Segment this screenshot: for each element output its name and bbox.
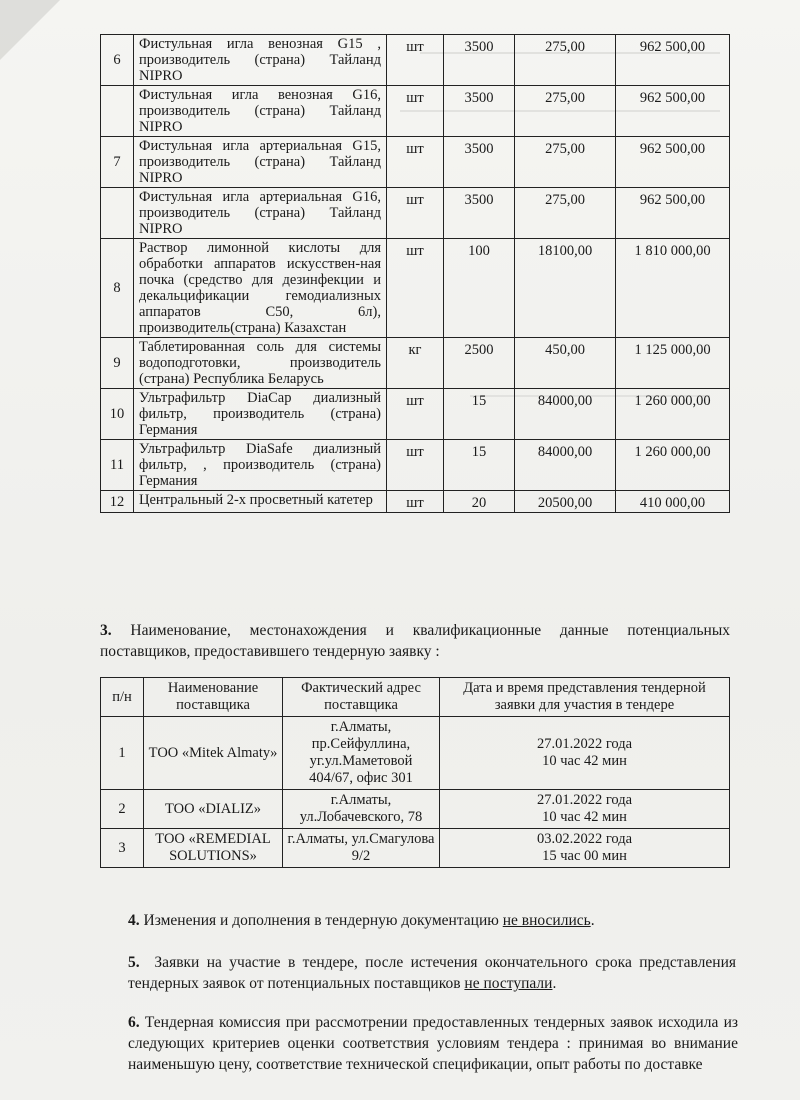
supplier-row [101,829,730,868]
item-name: Фистульная игла венозная G16, производитель (страна) Тайланд NIPRO [134,86,387,137]
supplier-number: 3 [101,829,144,868]
item-unit: кг [387,338,444,389]
supplier-name: ТОО «DIALIZ» [144,790,283,829]
section-4 [128,910,728,931]
item-unit: шт [387,440,444,491]
item-price: 450,00 [515,338,616,389]
supplier-row [101,717,730,790]
supplier-date: 27.01.2022 года [536,792,633,808]
supplier-name: ТОО «Mitek Almaty» [144,717,283,790]
item-number [101,86,134,137]
supplier-date-time [440,790,730,829]
section-6-text: Тендерная комиссия при рассмотрении предоставленных тендерных заявок исходила из следующих критериев оценки соответствия условиям тендера : принимая во внимание наименьшую цену, соответствие технической спецификации, опыт работы по доставке [128,1014,739,1073]
item-unit: шт [387,491,444,513]
item-number: 11 [101,440,134,491]
item-price: 84000,00 [515,440,616,491]
item-name: Раствор лимонной кислоты для обработки аппаратов искусствен-ная почка (средство для дезинфекции и декальцификации гемодиализных аппаратов С50, 6л), производитель(страна) Казахстан [134,239,387,338]
item-number: 10 [101,389,134,440]
section-5-number: 5. [128,954,140,971]
item-row [101,239,730,338]
supplier-number: 2 [101,790,144,829]
item-unit: шт [387,86,444,137]
item-row [101,86,730,137]
item-row [101,389,730,440]
section-4-number: 4. [128,912,140,929]
item-row [101,338,730,389]
supplier-date-time [440,829,730,868]
supplier-time: 10 час 42 мин [542,753,627,769]
suppliers-header-row [101,678,730,717]
item-name: Центральный 2-х просветный катетер [134,491,387,513]
item-price: 275,00 [515,137,616,188]
item-row [101,188,730,239]
item-sum: 1 260 000,00 [616,389,730,440]
item-sum: 1 125 000,00 [616,338,730,389]
item-quantity: 3500 [444,188,515,239]
item-quantity: 3500 [444,35,515,86]
supplier-address: г.Алматы, ул.Лобачевского, 78 [283,790,440,829]
item-unit: шт [387,239,444,338]
item-quantity: 15 [444,440,515,491]
item-quantity: 100 [444,239,515,338]
item-row [101,440,730,491]
section-5 [128,952,736,994]
item-quantity: 15 [444,389,515,440]
item-sum: 410 000,00 [616,491,730,513]
item-number: 9 [101,338,134,389]
section-4-end: . [590,912,595,929]
section-4-text: Изменения и дополнения в тендерную документацию [143,912,499,929]
supplier-time: 15 час 00 мин [542,848,627,864]
item-name: Ультрафильтр DiaSafe диализный фильтр, , производитель (страна) Германия [134,440,387,491]
item-unit: шт [387,137,444,188]
item-price: 84000,00 [515,389,616,440]
item-quantity: 3500 [444,86,515,137]
item-unit: шт [387,389,444,440]
supplier-date: 27.01.2022 года [536,736,633,752]
item-name: Ультрафильтр DiaCap диализный фильтр, производитель (страна) Германия [134,389,387,440]
page-fold-shadow [0,0,60,60]
item-sum: 962 500,00 [616,137,730,188]
item-name: Фистульная игла венозная G15 , производитель (страна) Тайланд NIPRO [134,35,387,86]
items-table [100,34,730,513]
item-name: Таблетированная соль для системы водоподготовки, производитель (страна) Республика Беларусь [134,338,387,389]
item-price: 275,00 [515,86,616,137]
item-price: 275,00 [515,188,616,239]
item-name: Фистульная игла артериальная G16, производитель (страна) Тайланд NIPRO [134,188,387,239]
item-number: 6 [101,35,134,86]
item-sum: 962 500,00 [616,35,730,86]
section-6 [128,1012,738,1075]
item-price: 275,00 [515,35,616,86]
item-sum: 962 500,00 [616,86,730,137]
item-sum: 1 810 000,00 [616,239,730,338]
section-4-underlined: не вносились [502,912,591,929]
item-name: Фистульная игла артериальная G15, производитель (страна) Тайланд NIPRO [134,137,387,188]
supplier-name: ТОО «REMEDIAL SOLUTIONS» [144,829,283,868]
section-5-end: . [552,975,557,992]
supplier-address: г.Алматы, пр.Сейфуллина, уг.ул.Маметовой 404/67, офис 301 [283,717,440,790]
item-quantity: 20 [444,491,515,513]
supplier-row [101,790,730,829]
item-unit: шт [387,188,444,239]
item-quantity: 3500 [444,137,515,188]
supplier-number: 1 [101,717,144,790]
section-3 [100,620,730,662]
item-price: 18100,00 [515,239,616,338]
item-row [101,137,730,188]
item-row [101,35,730,86]
section-6-number: 6. [128,1014,140,1031]
supplier-time: 10 час 42 мин [542,809,627,825]
header-address: Фактический адрес поставщика [283,678,440,717]
item-number: 8 [101,239,134,338]
section-3-number: 3. [100,622,112,639]
item-unit: шт [387,35,444,86]
item-sum: 1 260 000,00 [616,440,730,491]
section-3-text: Наименование, местонахождения и квалификационные данные потенциальных поставщиков, предоставившего тендерную заявку : [100,622,731,660]
section-5-text: Заявки на участие в тендере, после истечения окончательного срока представления тендерных заявок от потенциальных поставщиков [128,954,737,992]
header-supplier-name: Наименование поставщика [144,678,283,717]
item-number: 12 [101,491,134,513]
header-num: п/н [101,678,144,717]
item-row [101,491,730,513]
item-quantity: 2500 [444,338,515,389]
item-sum: 962 500,00 [616,188,730,239]
item-price: 20500,00 [515,491,616,513]
header-date-time: Дата и время представления тендерной заявки для участия в тендере [440,678,730,717]
suppliers-table [100,677,730,868]
item-number: 7 [101,137,134,188]
supplier-address: г.Алматы, ул.Смагулова 9/2 [283,829,440,868]
item-number [101,188,134,239]
supplier-date: 03.02.2022 года [536,831,633,847]
section-5-underlined: не поступали [464,975,553,992]
supplier-date-time [440,717,730,790]
